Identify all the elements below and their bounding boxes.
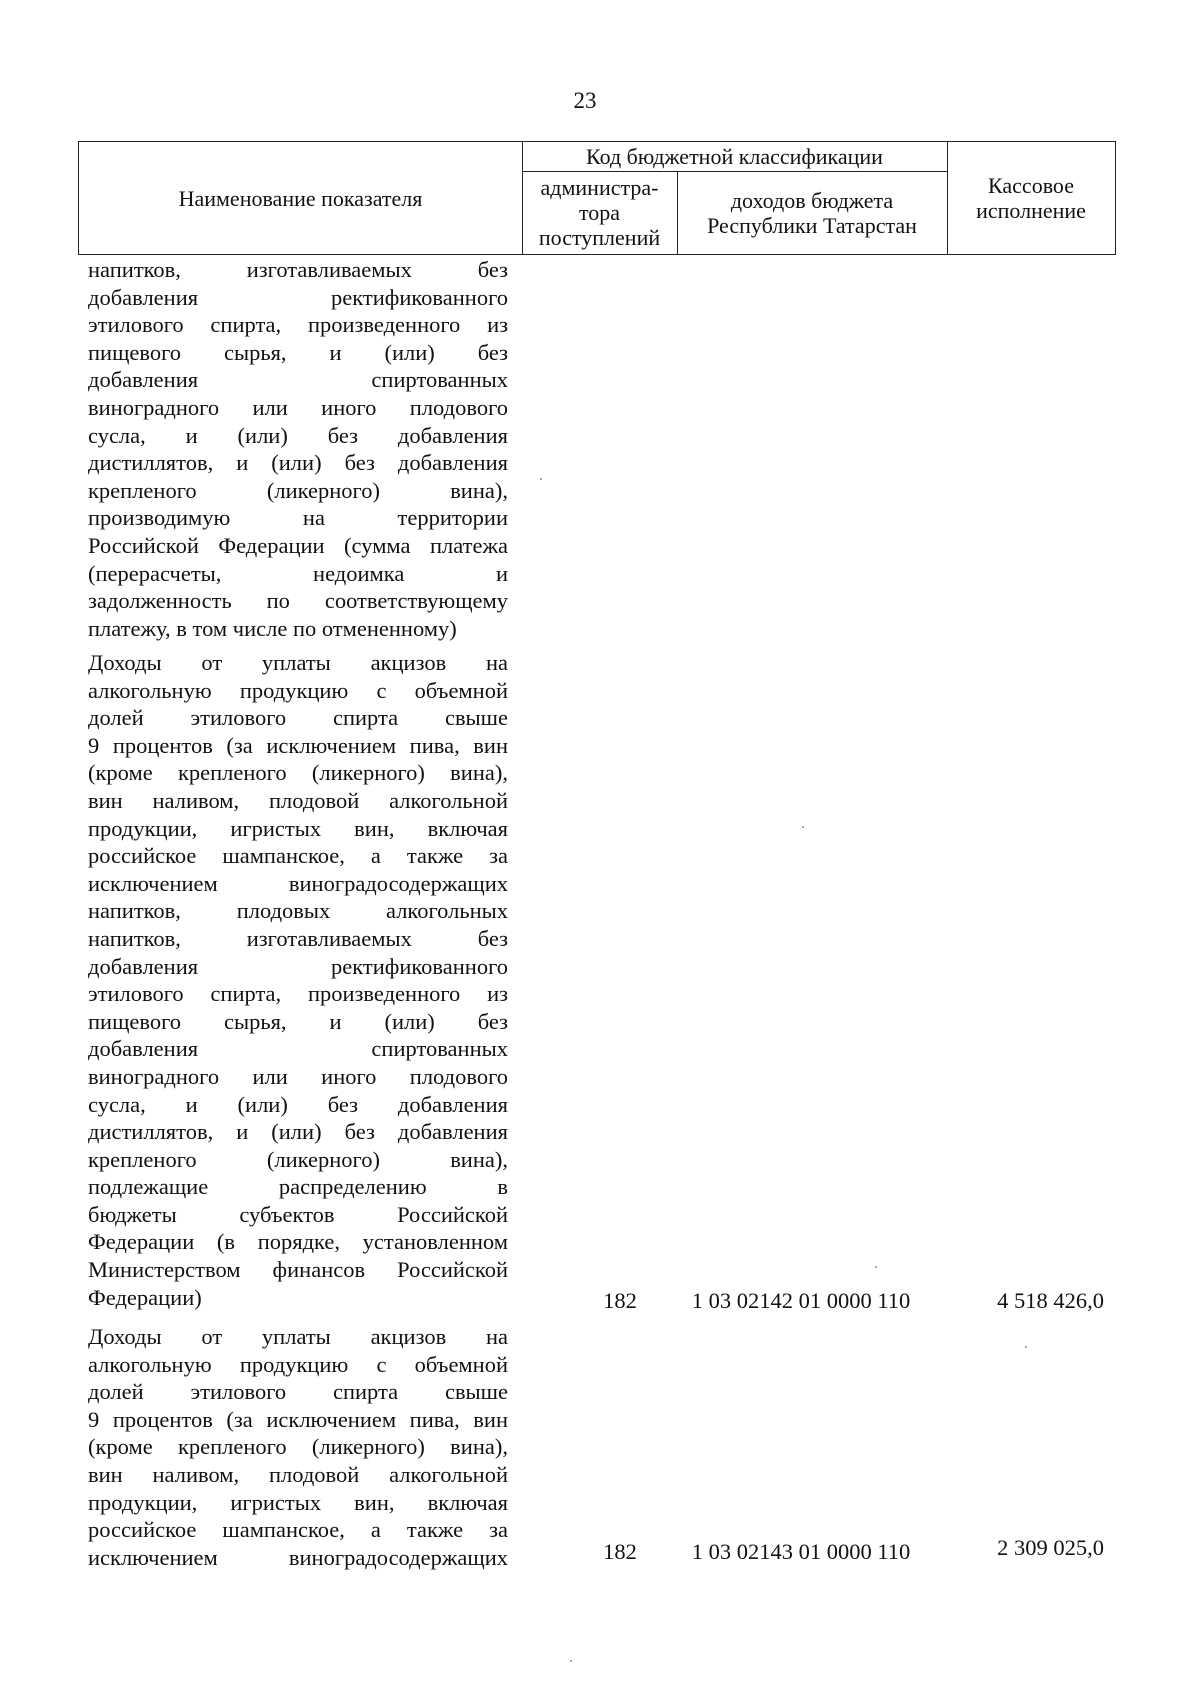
row-name-line: Министерством финансов Российской	[88, 1257, 508, 1283]
row-name-line: Российской Федерации (сумма платежа	[88, 532, 508, 558]
scan-speck	[540, 478, 542, 480]
row-name-line: пищевого сырья, и (или) без	[88, 1008, 508, 1034]
row-name-line: дистиллятов, и (или) без добавления	[88, 450, 508, 476]
row-admin-code: 182	[603, 1539, 637, 1564]
row-amount: 4 518 426,0	[997, 1288, 1104, 1313]
row-name-line: задолженность по соответствующему	[88, 588, 508, 614]
row-name-line: производимую на территории	[88, 505, 508, 531]
row-name-line: виноградного или иного плодового	[88, 1063, 508, 1089]
scan-speck	[570, 1660, 572, 1662]
header-execution-column	[947, 142, 1115, 254]
row-name-line: алкогольную продукцию с объемной	[88, 677, 508, 703]
row-name-line: (кроме крепленого (ликерного) вина),	[88, 760, 508, 786]
header-exec-line: исполнение	[976, 198, 1086, 223]
row-name-line: этилового спирта, произведенного из	[88, 312, 508, 338]
row-name-line: крепленого (ликерного) вина),	[88, 1146, 508, 1172]
row-name-line: 9 процентов (за исключением пива, вин	[88, 1406, 508, 1432]
header-income-column	[677, 171, 947, 254]
row-name	[88, 649, 508, 1311]
header-admin-line: администра-	[540, 175, 659, 200]
row-name-line: добавления ректификованного	[88, 953, 508, 979]
row-name-line: дистиллятов, и (или) без добавления	[88, 1119, 508, 1145]
scan-speck	[802, 826, 804, 828]
row-name-line: Доходы от уплаты акцизов на	[88, 650, 508, 675]
row-name-line: долей этилового спирта свыше	[88, 705, 508, 731]
row-name-line: продукции, игристых вин, включая	[88, 1489, 508, 1515]
row-name-line: исключением виноградосодержащих	[88, 1544, 508, 1570]
table-header	[78, 141, 1116, 255]
row-name-line: крепленого (ликерного) вина),	[88, 477, 508, 503]
row-name-line: напитков, изготавливаемых без	[88, 257, 508, 282]
row-name-line: подлежащие распределению в	[88, 1174, 508, 1200]
row-name-line: вин наливом, плодовой алкогольной	[88, 1461, 508, 1487]
row-name-line: (кроме крепленого (ликерного) вина),	[88, 1434, 508, 1460]
scan-speck	[1025, 1346, 1027, 1348]
row-income-code: 1 03 02142 01 0000 110	[691, 1288, 911, 1313]
header-admin-line: тора	[578, 200, 621, 225]
header-exec-line: Кассовое	[988, 173, 1074, 198]
header-income-line: Республики Татарстан	[707, 212, 917, 238]
row-name-line: исключением виноградосодержащих	[88, 870, 508, 896]
header-admin-line: поступлений	[538, 225, 661, 250]
row-name-line: напитков, плодовых алкогольных	[88, 898, 508, 924]
page-number: 23	[573, 88, 597, 113]
row-name-line: Федерации (в порядке, установленном	[88, 1229, 508, 1255]
row-name-line: напитков, изготавливаемых без	[88, 925, 508, 951]
row-name-line: российское шампанское, а также за	[88, 843, 508, 869]
row-name-line: бюджеты субъектов Российской	[88, 1201, 508, 1227]
row-income-code: 1 03 02143 01 0000 110	[691, 1539, 911, 1564]
row-name	[88, 1323, 508, 1571]
row-name-line: этилового спирта, произведенного из	[88, 981, 508, 1007]
header-name-column: Наименование показателя	[178, 185, 423, 211]
header-admin-column	[522, 171, 677, 254]
row-name-line: Доходы от уплаты акцизов на	[88, 1324, 508, 1349]
row-name-line: (перерасчеты, недоимка и	[88, 560, 508, 586]
scan-speck	[875, 1266, 877, 1268]
row-name-line: алкогольную продукцию с объемной	[88, 1351, 508, 1377]
row-admin-code: 182	[603, 1288, 637, 1313]
row-name-line: сусла, и (или) без добавления	[88, 422, 508, 448]
row-name-line: вин наливом, плодовой алкогольной	[88, 787, 508, 813]
row-name-line: сусла, и (или) без добавления	[88, 1091, 508, 1117]
row-name-line: платежу, в том числе по отмененному)	[88, 615, 457, 641]
row-name-line: добавления ректификованного	[88, 284, 508, 310]
row-name-line: добавления спиртованных	[88, 1036, 508, 1062]
row-name-line: 9 процентов (за исключением пива, вин	[88, 732, 508, 758]
row-name-line: добавления спиртованных	[88, 367, 508, 393]
row-name-line: российское шампанское, а также за	[88, 1517, 508, 1543]
row-name	[88, 256, 508, 642]
row-name-line: долей этилового спирта свыше	[88, 1379, 508, 1405]
row-name-line: продукции, игристых вин, включая	[88, 815, 508, 841]
row-name-line: Федерации)	[88, 1284, 202, 1310]
row-name-line: пищевого сырья, и (или) без	[88, 339, 508, 365]
row-amount: 2 309 025,0	[997, 1535, 1104, 1560]
row-name-line: виноградного или иного плодового	[88, 394, 508, 420]
header-code-group: Код бюджетной классификации	[586, 144, 883, 169]
header-income-line: доходов бюджета	[730, 187, 894, 213]
